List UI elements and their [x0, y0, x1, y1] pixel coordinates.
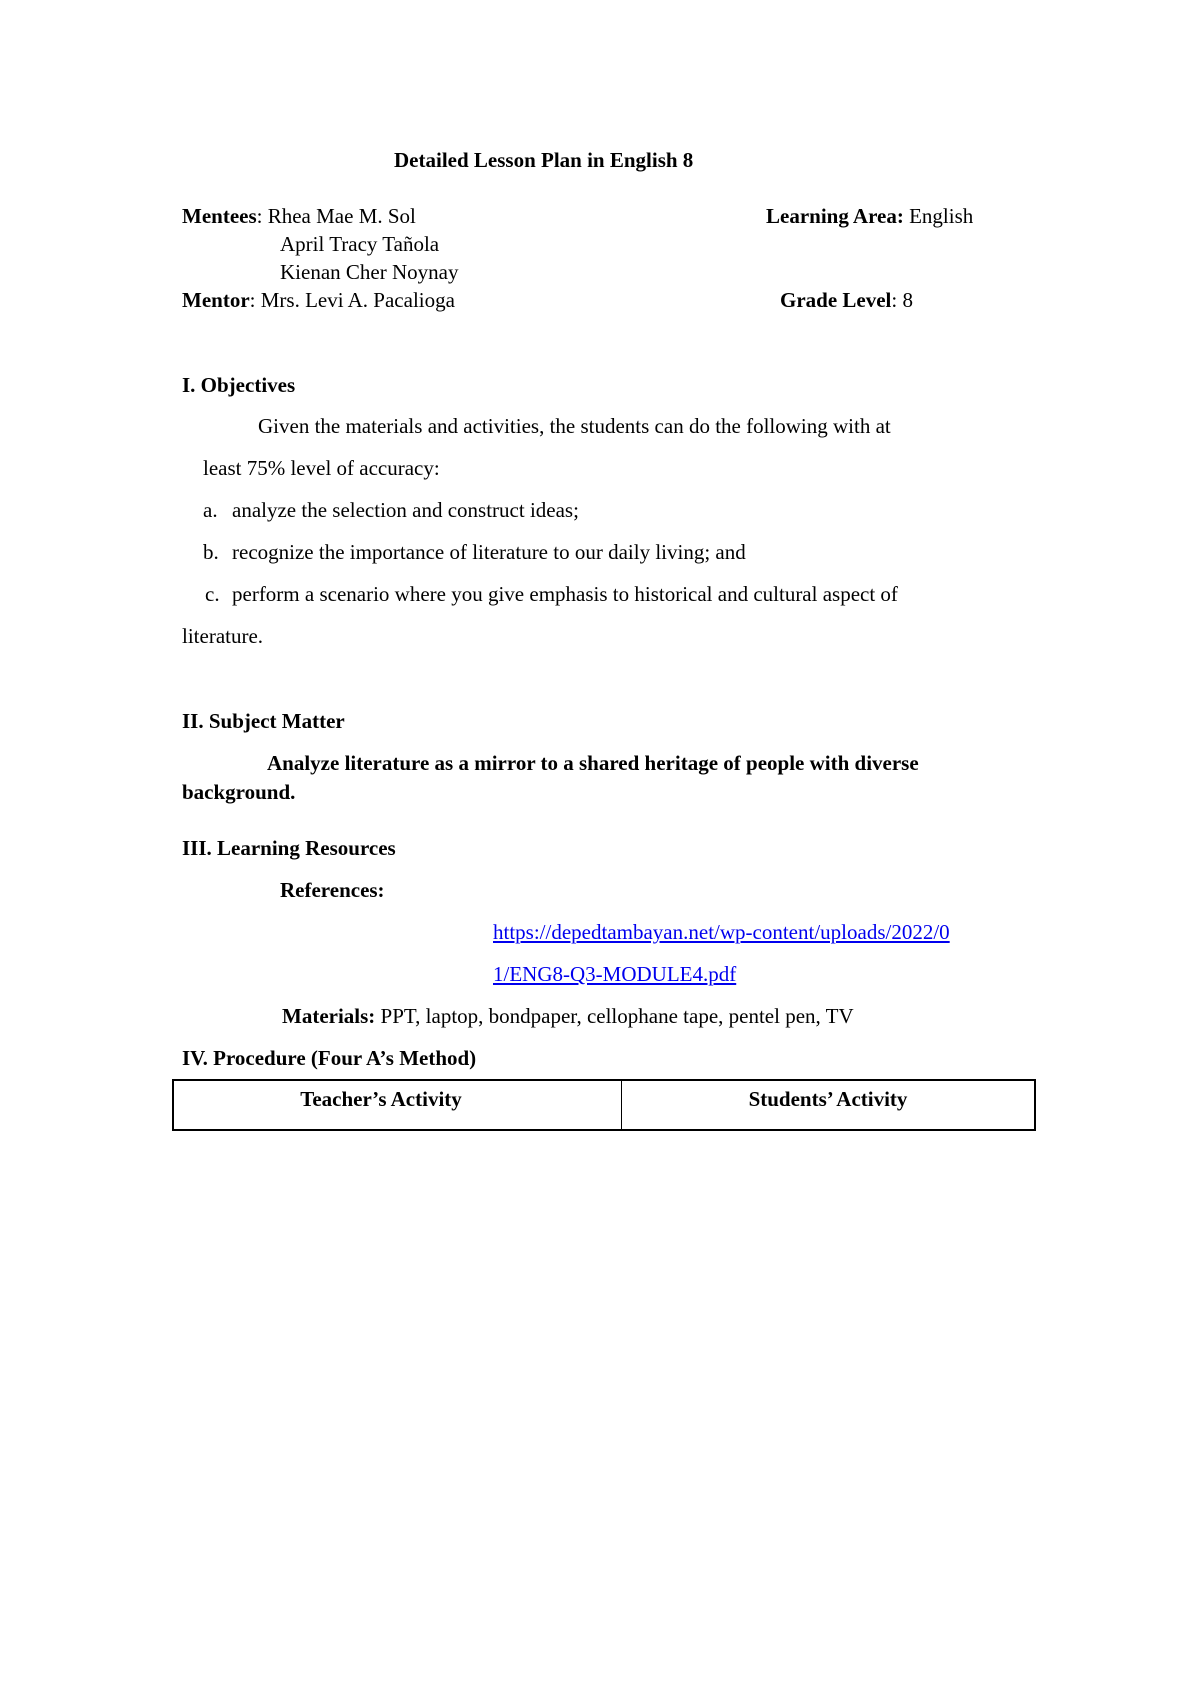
mentee-name: Rhea Mae M. Sol — [267, 204, 416, 228]
mentor-label: Mentor — [182, 288, 250, 312]
objective-marker: a. — [203, 498, 218, 522]
mentor-name: Mrs. Levi A. Pacalioga — [260, 288, 455, 312]
students-activity-header: Students’ Activity — [622, 1080, 1035, 1130]
objective-marker: b. — [203, 540, 219, 564]
objective-item: analyze the selection and construct ideas; — [232, 498, 579, 522]
materials-row — [282, 1004, 854, 1029]
procedure-table — [172, 1079, 1036, 1131]
teacher-activity-header: Teacher’s Activity — [173, 1080, 622, 1130]
learning-area-value: English — [909, 204, 974, 228]
objectives-heading: I. Objectives — [182, 373, 296, 397]
mentor-row: Mentor: Mrs. Levi A. Pacalioga — [182, 288, 455, 312]
objectives-intro: least 75% level of accuracy: — [203, 456, 440, 480]
objective-item: perform a scenario where you give emphasis to historical and cultural aspect of — [232, 582, 898, 606]
grade-level-value: 8 — [902, 288, 913, 312]
grade-level-row: Grade Level: 8 — [780, 288, 913, 312]
mentee-name: Kienan Cher Noynay — [280, 260, 459, 284]
procedure-heading: IV. Procedure (Four A’s Method) — [182, 1046, 477, 1070]
document-title: Detailed Lesson Plan in English 8 — [394, 148, 694, 172]
objective-marker: c. — [205, 582, 220, 606]
subject-matter-text: background. — [182, 780, 296, 804]
learning-area-label: Learning Area: — [766, 204, 904, 228]
mentees-row: Mentees: Rhea Mae M. Sol — [182, 204, 416, 228]
reference-link[interactable]: 1/ENG8-Q3-MODULE4.pdf — [493, 962, 737, 986]
subject-matter-heading: II. Subject Matter — [182, 709, 345, 733]
references-label: References: — [280, 878, 385, 902]
table-header-row — [173, 1080, 1035, 1130]
objective-item-continuation: literature. — [182, 624, 264, 648]
learning-resources-heading: III. Learning Resources — [182, 836, 396, 860]
grade-level-label: Grade Level — [780, 288, 892, 312]
mentees-label: Mentees — [182, 204, 257, 228]
objective-item: recognize the importance of literature to our daily living; and — [232, 540, 746, 564]
materials-label: Materials: — [282, 1004, 376, 1028]
materials-value: PPT, laptop, bondpaper, cellophane tape, pentel pen, TV — [380, 1004, 854, 1028]
objectives-intro: Given the materials and activities, the students can do the following with at — [258, 414, 891, 438]
reference-link[interactable]: https://depedtambayan.net/wp-content/uploads/2022/0 — [493, 920, 950, 944]
learning-area-row — [766, 204, 973, 229]
mentee-name: April Tracy Tañola — [280, 232, 440, 256]
subject-matter-text: Analyze literature as a mirror to a shared heritage of people with diverse — [267, 751, 919, 775]
